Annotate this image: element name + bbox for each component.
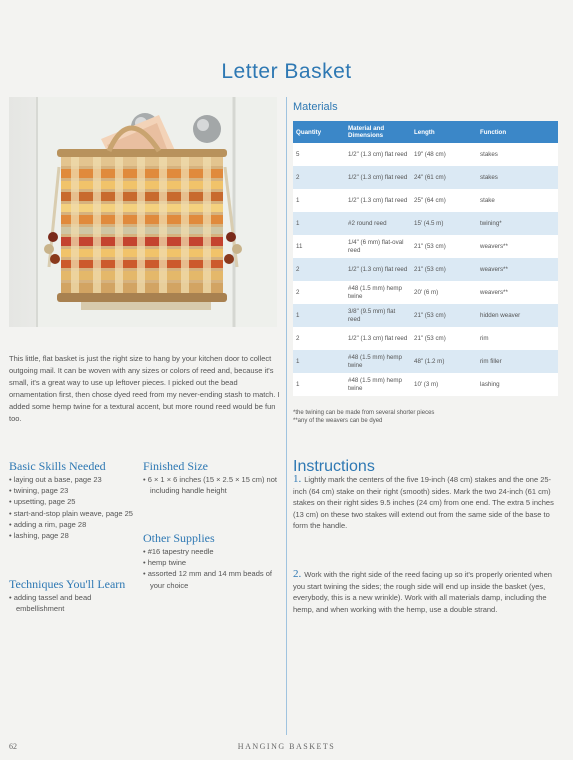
table-cell: stakes [477,143,558,166]
step-text: Work with the right side of the reed facing up so it's properly oriented when you start twining the sides; the rough side will end up inside the basket (yes, everybody, this is a new wrinkle). Work with all materials damp, including the hemp, and when working with the hemp, use a double strand. [293,570,552,614]
table-cell: weavers** [477,235,558,258]
table-cell: 25" (64 cm) [411,189,477,212]
materials-heading: Materials [293,101,338,113]
basic-skills-heading: Basic Skills Needed [9,459,106,473]
table-cell: 3/8" (9.5 mm) flat reed [345,304,411,327]
table-row [293,189,558,212]
table-cell: 2 [293,258,345,281]
table-cell: lashing [477,373,558,396]
footnote: **any of the weavers can be dyed [293,418,383,424]
table-cell: 5 [293,143,345,166]
table-cell: weavers** [477,281,558,304]
page-number: 62 [9,742,17,751]
table-cell: 48" (1.2 m) [411,350,477,373]
column-divider [286,97,287,735]
table-cell: 1/4" (6 mm) flat-oval reed [345,235,411,258]
table-cell: 15' (4.5 m) [411,212,477,235]
column-header: Function [477,121,558,143]
other-supplies-list [143,546,283,591]
table-row [293,373,558,396]
table-cell: 1/2" (1.3 cm) flat reed [345,258,411,281]
table-row [293,143,558,166]
techniques-section [9,578,137,614]
table-cell: #48 (1.5 mm) hemp twine [345,373,411,396]
instruction-step [293,474,559,532]
table-cell: 1/2" (1.3 cm) flat reed [345,189,411,212]
finished-size-section [143,460,278,496]
table-header-row [293,121,558,143]
finished-size-list [143,474,278,496]
table-cell: 1 [293,212,345,235]
table-cell: 2 [293,327,345,350]
techniques-list [9,592,137,614]
column-header: Length [411,121,477,143]
table-row [293,166,558,189]
materials-table [293,121,558,396]
table-cell: twining* [477,212,558,235]
table-cell: 24" (61 cm) [411,166,477,189]
table-cell: stake [477,189,558,212]
table-cell: 1/2" (1.3 cm) flat reed [345,327,411,350]
list-item: • 6 × 1 × 6 inches (15 × 2.5 × 15 cm) not including handle height [143,475,277,496]
table-cell: 20' (6 m) [411,281,477,304]
table-cell: 1 [293,373,345,396]
table-cell: 1 [293,304,345,327]
table-row [293,281,558,304]
table-footnotes [293,409,558,425]
table-row [293,327,558,350]
table-cell: #2 round reed [345,212,411,235]
instruction-step [293,569,559,615]
table-row [293,258,558,281]
table-row [293,304,558,327]
page-title: Letter Basket [221,60,352,83]
table-cell: hidden weaver [477,304,558,327]
table-cell: 21" (53 cm) [411,304,477,327]
list-item: • upsetting, page 25 [9,497,76,507]
other-supplies-heading: Other Supplies [143,531,215,545]
list-item: • laying out a base, page 23 [9,475,102,484]
table-cell: 1 [293,350,345,373]
table-cell: 21" (53 cm) [411,327,477,350]
table-cell: rim filler [477,350,558,373]
list-item: • hemp twine [143,558,187,568]
list-item: • start-and-stop plain weave, page 25 [9,508,133,518]
column-header: Quantity [293,121,345,143]
table-cell: 2 [293,166,345,189]
table-cell: 1/2" (1.3 cm) flat reed [345,143,411,166]
basic-skills-section [9,460,137,541]
column-header: Material and Dimensions [345,121,411,143]
other-supplies-section [143,532,283,591]
table-cell: 1 [293,189,345,212]
list-item: • #16 tapestry needle [143,547,214,556]
table-cell: 19" (48 cm) [411,143,477,166]
table-cell: stakes [477,166,558,189]
list-item: • adding tassel and bead embellishment [9,593,92,614]
table-cell: 21" (53 cm) [411,235,477,258]
table-cell: 2 [293,281,345,304]
step-number: 1. [293,473,302,485]
table-row [293,350,558,373]
table-row [293,235,558,258]
basket-photo [9,97,277,327]
list-item: • assorted 12 mm and 14 mm beads of your choice [143,569,272,590]
finished-size-heading: Finished Size [143,459,208,473]
intro-paragraph: This little, flat basket is just the right size to hang by your kitchen door to collect outgoing mail. It can be woven with any sizes or colors of reed and, because it's small, it's a great way to use up leftover pieces. I picked out the bead ornamentation first, then chose dyed reed from my never-ending stash to match. I added some hemp twine for a textural accent, but more round reed would be fun too. [9,354,280,423]
table-cell: 21" (53 cm) [411,258,477,281]
list-item: • adding a rim, page 28 [9,519,87,529]
step-text: Lightly mark the centers of the five 19-inch (48 cm) stakes and the one 25-inch (64 cm) stake on their right (smooth) sides. Mark the two 24-inch (61 cm) stakes on their right sides 9.5 inches (24 cm) from one end. The extra 5 inches (13 cm) on these two stakes will extend out from the same side of the base to form the handle. [293,475,554,530]
table-cell: 11 [293,235,345,258]
basic-skills-list [9,474,137,541]
instructions-heading: Instructions [293,458,375,475]
list-item: • twining, page 23 [9,486,69,496]
table-cell: weavers** [477,258,558,281]
table-cell: 10' (3 m) [411,373,477,396]
techniques-heading: Techniques You'll Learn [9,577,126,591]
step-number: 2. [293,568,302,580]
table-row [293,212,558,235]
list-item: • lashing, page 28 [9,531,69,541]
table-cell: rim [477,327,558,350]
table-cell: #48 (1.5 mm) hemp twine [345,350,411,373]
footnote: *the twining can be made from several shorter pieces [293,410,435,416]
table-cell: 1/2" (1.3 cm) flat reed [345,166,411,189]
table-cell: #48 (1.5 mm) hemp twine [345,281,411,304]
running-head: HANGING BASKETS [237,742,336,751]
